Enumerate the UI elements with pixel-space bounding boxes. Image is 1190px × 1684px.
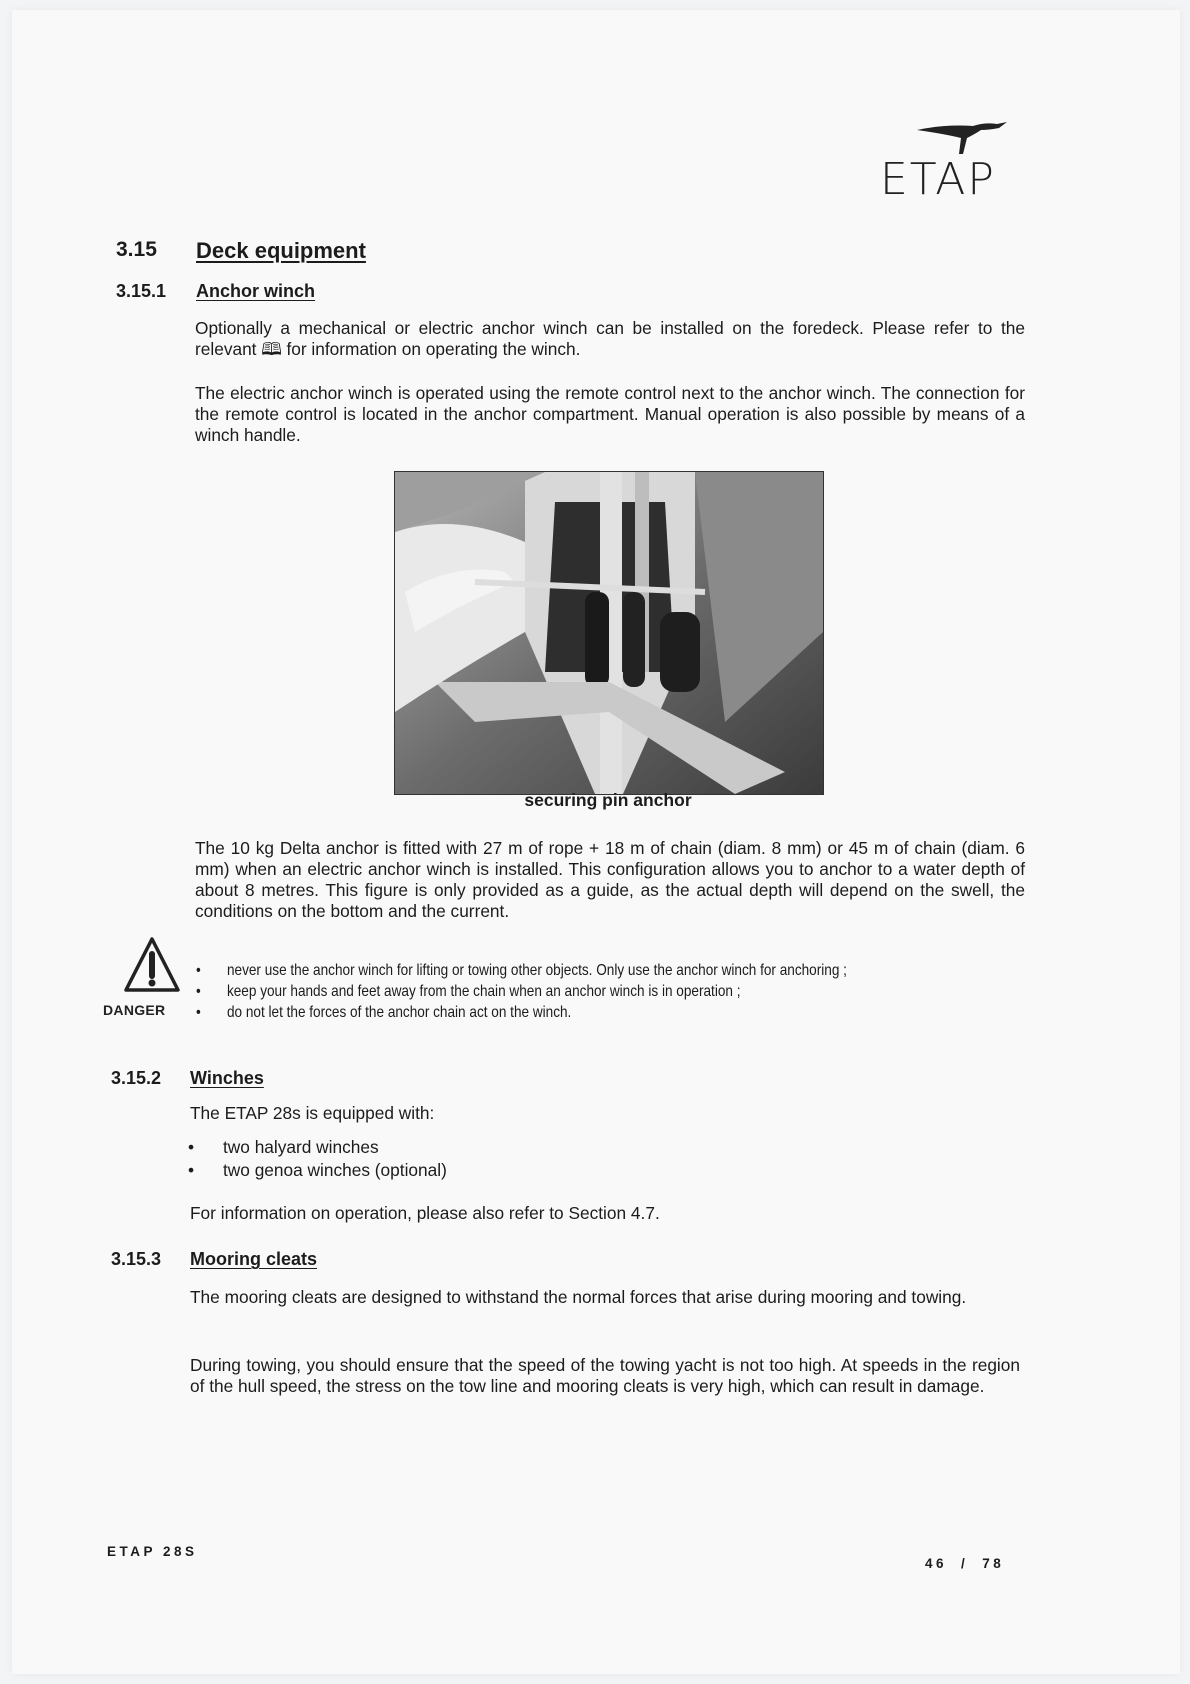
subsection-number: 3.15.2 [111, 1068, 162, 1088]
danger-list [196, 960, 1099, 1023]
winches-intro: The ETAP 28s is equipped with: [190, 1103, 435, 1123]
anchor-winch-paragraph-3: The 10 kg Delta anchor is fitted with 27 m of rope + 18 m of chain (diam. 8 mm) or 45 m of chain (diam. 6 mm) when an electric anchor winch is installed. This configuration allows you to anchor to a water depth of about 8 metres. This figure is only provided as a guide, as the actual depth will depend on the swell, the conditions on the bottom and the current. [195, 838, 1025, 921]
subsection-title: Mooring cleats [190, 1249, 318, 1269]
anchor-winch-photo [394, 471, 824, 795]
list-item: • two genoa winches (optional) [188, 1159, 447, 1182]
mooring-cleats-paragraph-2: During towing, you should ensure that the speed of the towing yacht is not too high. At speeds in the region of the hull speed, the stress on the tow line and mooring cleats is very high, which can result in damage. [190, 1355, 1020, 1396]
subsection-number: 3.15.3 [111, 1249, 162, 1269]
logo-text: ETAP [880, 154, 996, 205]
list-item: • do not let the forces of the anchor chain act on the winch. [196, 1002, 1099, 1023]
subsection-number: 3.15.1 [116, 281, 167, 301]
anchor-winch-photo-image [395, 472, 823, 794]
danger-label: DANGER [103, 1002, 166, 1018]
list-item: • keep your hands and feet away from the chain when an anchor winch is in operation ; [196, 981, 1099, 1002]
list-item: • two halyard winches [188, 1136, 447, 1159]
winches-list [188, 1136, 447, 1182]
section-title: Deck equipment [196, 238, 366, 263]
footer-model: ETAP 28S [107, 1544, 198, 1559]
list-item: • never use the anchor winch for lifting or towing other objects. Only use the anchor winch for anchoring ; [196, 960, 1099, 981]
photo-caption: securing pin anchor [524, 790, 692, 810]
section-number: 3.15 [116, 238, 157, 261]
bird-logo-icon [915, 118, 1015, 158]
mooring-cleats-paragraph-1: The mooring cleats are designed to withstand the normal forces that arise during mooring and towing. [190, 1287, 967, 1307]
anchor-winch-paragraph-1: Optionally a mechanical or electric anchor winch can be installed on the foredeck. Please refer to the relevant 🕮 for information on operating the winch. [195, 318, 1025, 359]
subsection-title: Winches [190, 1068, 264, 1088]
etap-logo [880, 118, 1020, 205]
winches-outro: For information on operation, please also refer to Section 4.7. [190, 1203, 660, 1223]
anchor-winch-paragraph-2: The electric anchor winch is operated using the remote control next to the anchor winch. The connection for the remote control is located in the anchor compartment. Manual operation is also possible by means of a winch handle. [195, 383, 1025, 445]
total-pages: 78 [982, 1556, 1005, 1571]
subsection-title: Anchor winch [196, 281, 316, 301]
current-page: 46 [925, 1556, 948, 1571]
footer-page-number: 46 / 78 [925, 1556, 1005, 1571]
warning-triangle-icon [123, 936, 181, 994]
